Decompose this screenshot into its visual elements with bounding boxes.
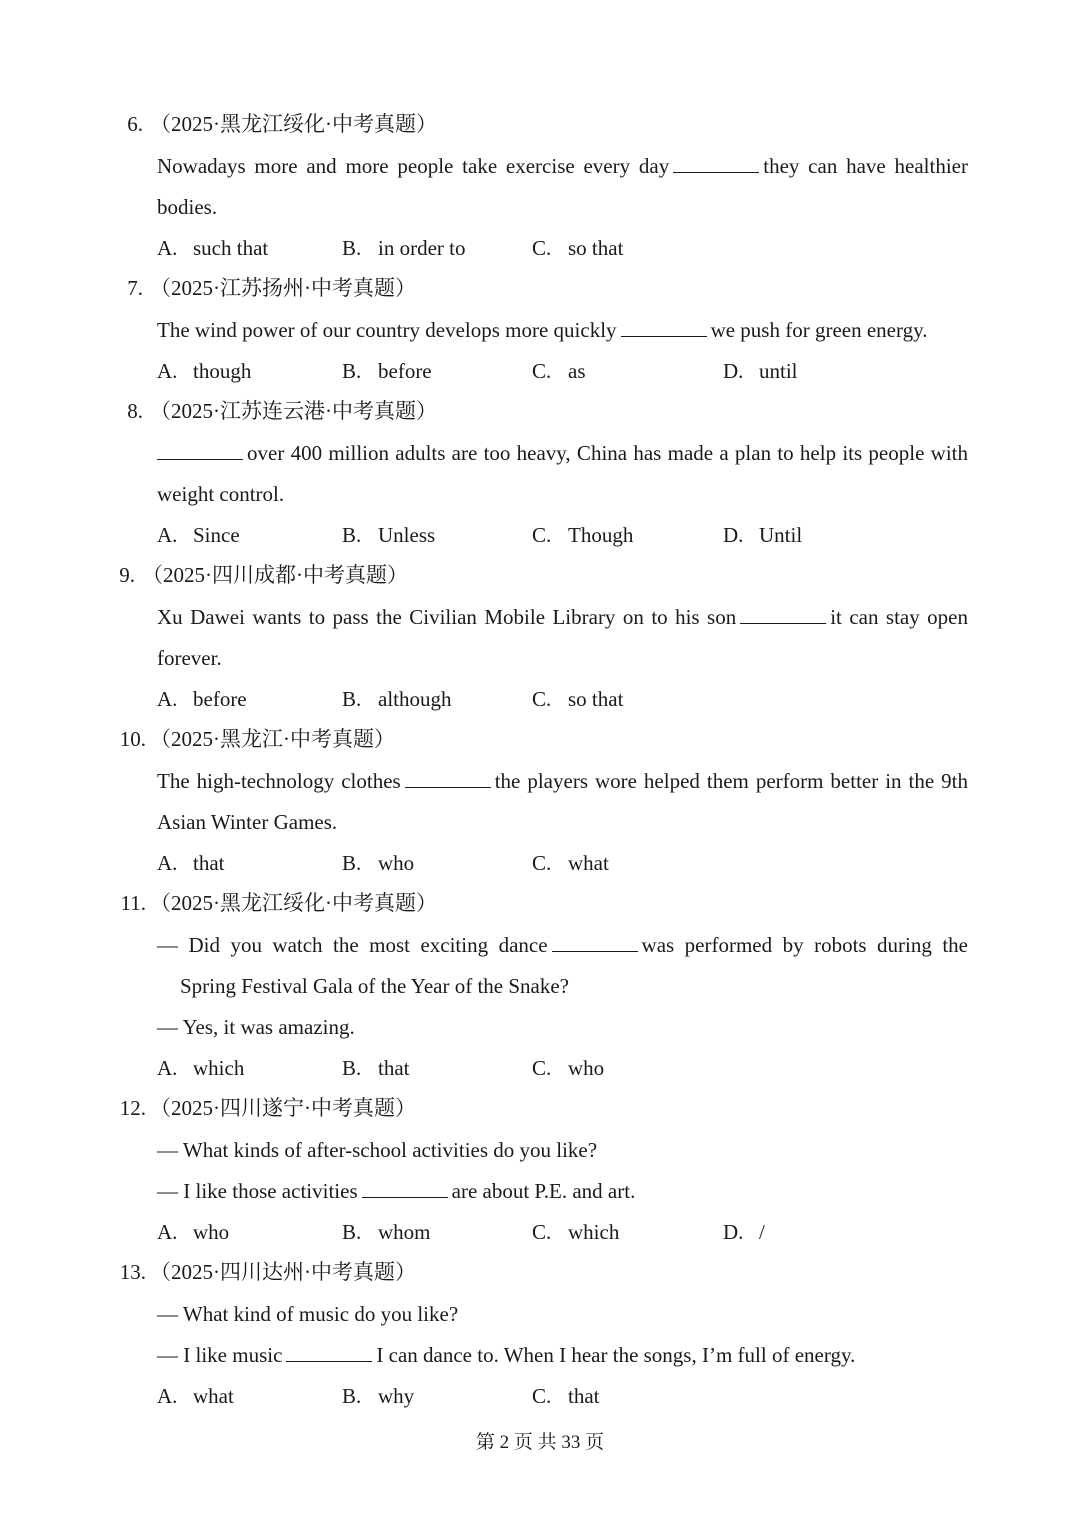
question-number: 6. [127,112,143,136]
option-a: A. that [157,851,225,875]
question-stem-line: The high-technology clothes the players wore helped them perform better in the 9th [157,769,968,793]
question-source: （2025·江苏连云港·中考真题） [150,399,437,423]
question-stem-line: — What kinds of after-school activities do you like? [157,1138,598,1162]
option-b: B. who [342,851,415,875]
question-source: （2025·江苏扬州·中考真题） [150,276,416,300]
question-number: 8. [127,399,143,423]
question-number: 11. [120,891,146,915]
option-a: A. before [157,687,247,711]
question-stem-line: over 400 million adults are too heavy, China has made a plan to help its people with [157,439,968,467]
question-number: 13. [119,1260,146,1284]
option-a: A. who [157,1220,230,1244]
answer-blank [157,439,243,460]
option-b: B. that [342,1056,410,1080]
option-c: C. so that [532,236,624,260]
question-source: （2025·黑龙江绥化·中考真题） [150,891,437,915]
option-d: D. / [723,1220,765,1244]
option-c: C. who [532,1056,605,1080]
question-stem-line: Spring Festival Gala of the Year of the Snake? [180,974,570,998]
option-c: C. what [532,851,609,875]
option-c: C. that [532,1384,600,1408]
option-d: D. Until [723,523,803,547]
question-stem-line: forever. [157,646,222,670]
answer-blank [286,1341,372,1362]
answer-blank [405,767,491,788]
question-stem-line: Asian Winter Games. [157,810,338,834]
answer-blank [621,316,707,337]
question-stem-line: — Yes, it was amazing. [157,1015,355,1039]
option-c: C. as [532,359,586,383]
option-a: A. what [157,1384,234,1408]
question-stem-line: — I like music I can dance to. When I hear the songs, I’m full of energy. [157,1343,856,1367]
option-a: A. Since [157,523,240,547]
question-source: （2025·四川达州·中考真题） [150,1260,416,1284]
option-d: D. until [723,359,798,383]
question-stem-line: — What kind of music do you like? [157,1302,459,1326]
option-b: B. why [342,1384,415,1408]
question-number: 9. [119,563,135,587]
question-number: 7. [127,276,143,300]
question-stem-line: Xu Dawei wants to pass the Civilian Mobile Library on to his son it can stay open [157,605,968,629]
page-footer: 第 2 页 共 33 页 [475,1432,605,1453]
question-source: （2025·四川成都·中考真题） [142,563,408,587]
question-stem-line: Nowadays more and more people take exercise every day they can have healthier [157,154,968,178]
option-a: A. though [157,359,252,383]
question-stem-line: weight control. [157,482,285,506]
question-number: 10. [119,727,146,751]
option-a: A. which [157,1056,245,1080]
answer-blank [552,931,638,952]
option-c: C. which [532,1220,620,1244]
question-stem-line: — I like those activities are about P.E. and art. [157,1179,636,1203]
option-b: B. whom [342,1220,431,1244]
option-b: B. Unless [342,523,436,547]
question-stem-line: — Did you watch the most exciting dance was performed by robots during the [157,933,968,957]
question-source: （2025·黑龙江绥化·中考真题） [150,112,437,136]
answer-blank [740,603,826,624]
answer-blank [673,152,759,173]
option-a: A. such that [157,236,269,260]
option-c: C. so that [532,687,624,711]
option-b: B. although [342,687,452,711]
question-number: 12. [119,1096,146,1120]
question-source: （2025·黑龙江·中考真题） [150,727,395,751]
option-c: C. Though [532,523,634,547]
answer-blank [362,1177,448,1198]
question-stem-line: bodies. [157,195,218,219]
option-b: B. in order to [342,236,466,260]
question-source: （2025·四川遂宁·中考真题） [150,1096,416,1120]
option-b: B. before [342,359,432,383]
question-stem-line: The wind power of our country develops more quickly we push for green energy. [157,318,928,342]
